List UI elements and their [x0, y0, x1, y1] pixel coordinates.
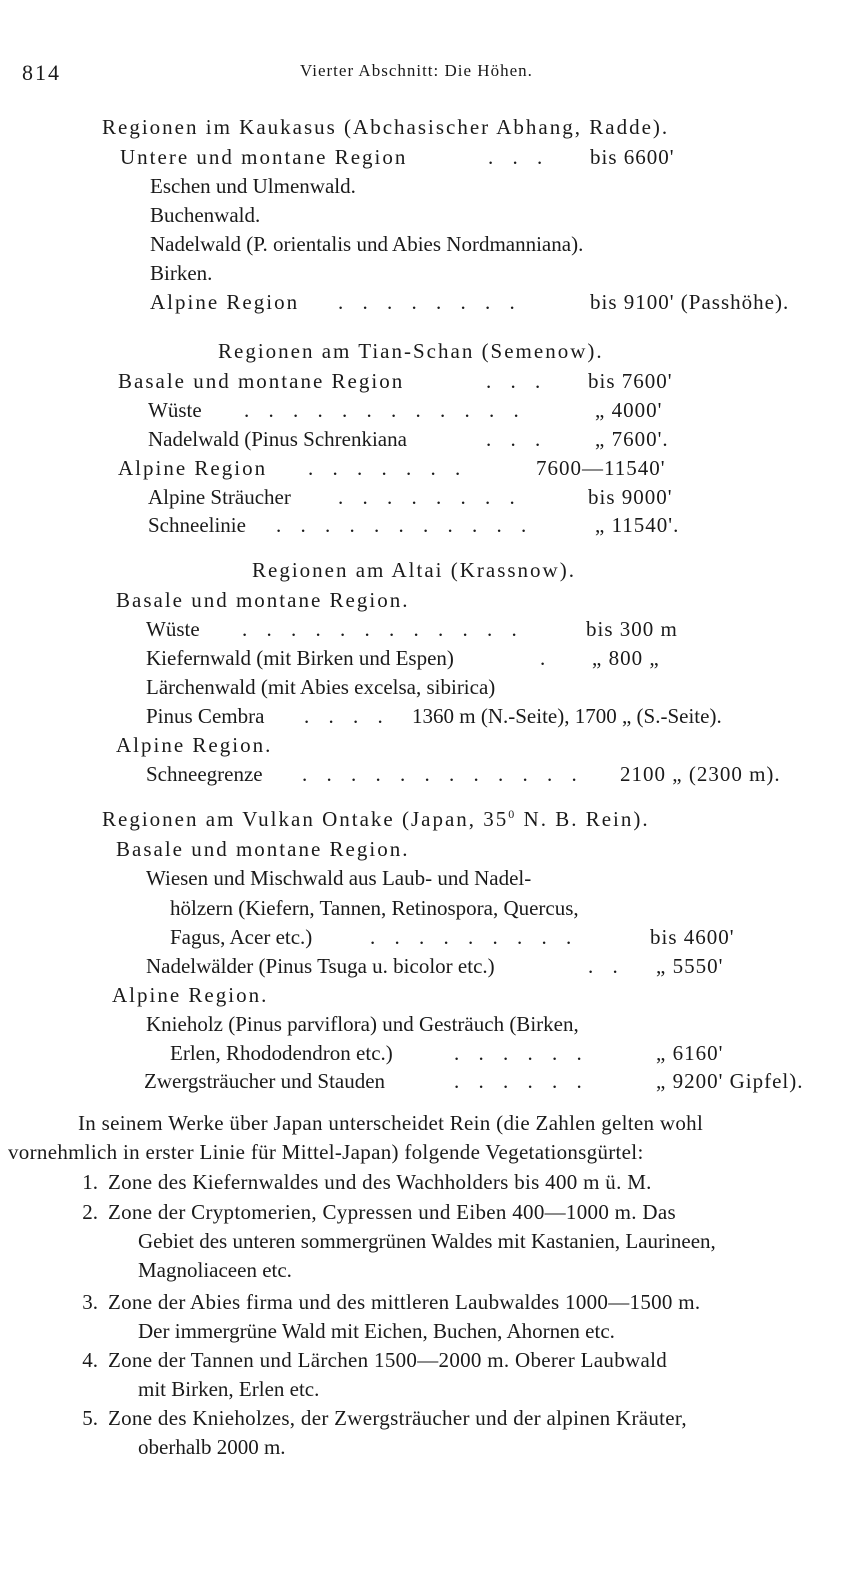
elevation-value: „ 9200' Gipfel).: [656, 1069, 804, 1093]
elevation-value: „ 800 „: [592, 646, 660, 670]
region-item: Nadelwald (Pinus Schrenkiana: [148, 427, 407, 451]
zone-line: mit Birken, Erlen etc.: [138, 1377, 320, 1401]
elevation-value: „ 7600'.: [595, 427, 669, 451]
region-item: Zwergsträucher und Stauden: [144, 1069, 386, 1093]
region-item: Kiefernwald (mit Birken und Espen): [146, 646, 454, 670]
region-label: Alpine Region: [150, 290, 300, 314]
dot-leader: . . . . . . . .: [338, 290, 522, 314]
region-label: Basale und montane Region.: [116, 837, 410, 861]
dot-leader: . . .: [486, 369, 548, 393]
elevation-value: „ 5550': [656, 954, 724, 978]
dot-leader: . . . . . .: [454, 1041, 589, 1065]
section-heading-tianschan: Regionen am Tian-Schan (Semenow).: [218, 339, 604, 363]
elevation-value: 1360 m (N.-Seite), 1700 „ (S.-Seite).: [412, 704, 722, 728]
region-item: Schneegrenze: [146, 762, 263, 786]
section-heading-altai: Regionen am Altai (Krassnow).: [252, 558, 576, 582]
zone-line: Zone des Kiefernwaldes und des Wachholders bis 400 m ü. M.: [108, 1170, 652, 1194]
elevation-value: 2100 „ (2300 m).: [620, 762, 781, 786]
region-label: Alpine Region.: [116, 733, 273, 757]
dot-leader: . . . . . . . .: [338, 485, 522, 509]
region-label: Untere und montane Region: [120, 145, 408, 169]
paragraph-line: vornehmlich in erster Linie für Mittel-Japan) folgende Vegetationsgürtel:: [8, 1140, 644, 1164]
region-label: Alpine Region.: [112, 983, 269, 1007]
region-item: hölzern (Kiefern, Tannen, Retinospora, Quercus,: [170, 896, 579, 920]
heading-text: N. B. Rein).: [516, 807, 650, 831]
heading-text: Regionen am Vulkan Ontake (Japan, 35: [102, 807, 509, 831]
region-label: Alpine Region: [118, 456, 268, 480]
dot-leader: .: [540, 646, 553, 670]
dot-leader: . . . . . . . . .: [370, 925, 579, 949]
region-item: Nadelwälder (Pinus Tsuga u. bicolor etc.): [146, 954, 495, 978]
zone-number: 5.: [82, 1406, 98, 1430]
zone-line: Zone der Cryptomerien, Cypressen und Eiben 400—1000 m. Das: [108, 1200, 676, 1224]
region-item: Wüste: [146, 617, 200, 641]
dot-leader: . . .: [488, 145, 550, 169]
zone-line: Der immergrüne Wald mit Eichen, Buchen, Ahornen etc.: [138, 1319, 615, 1343]
elevation-value: bis 9100' (Passhöhe).: [590, 290, 790, 314]
region-item: Pinus Cembra: [146, 704, 265, 728]
elevation-value: bis 6600': [590, 145, 675, 169]
region-label: Basale und montane Region.: [116, 588, 410, 612]
region-item: Fagus, Acer etc.): [170, 925, 313, 949]
region-item: Lärchenwald (mit Abies excelsa, sibirica): [146, 675, 496, 699]
dot-leader: . . . . . . . . . . . .: [244, 398, 526, 422]
region-item: Erlen, Rhododendron etc.): [170, 1041, 393, 1065]
dot-leader: . .: [588, 954, 625, 978]
dot-leader: . . . . . .: [454, 1069, 589, 1093]
section-heading-ontake: [102, 808, 650, 830]
zone-line: oberhalb 2000 m.: [138, 1435, 286, 1459]
region-item: Schneelinie: [148, 513, 246, 537]
zone-line: Gebiet des unteren sommergrünen Waldes mit Kastanien, Laurineen,: [138, 1229, 716, 1253]
region-item: Nadelwald (P. orientalis und Abies Nordmanniana).: [150, 232, 584, 256]
region-item: Buchenwald.: [150, 203, 261, 227]
region-item: Birken.: [150, 261, 213, 285]
dot-leader: . . . .: [304, 704, 390, 728]
zone-number: 3.: [82, 1290, 98, 1314]
zone-number: 2.: [82, 1200, 98, 1224]
dot-leader: . . . . . . . . . . .: [276, 513, 534, 537]
zone-number: 4.: [82, 1348, 98, 1372]
elevation-value: bis 300 m: [586, 617, 678, 641]
elevation-value: 7600—11540': [536, 456, 666, 480]
zone-number: 1.: [82, 1170, 98, 1194]
zone-line: Zone der Tannen und Lärchen 1500—2000 m. Oberer Laubwald: [108, 1348, 668, 1372]
region-label: Basale und montane Region: [118, 369, 405, 393]
running-title: Vierter Abschnitt: Die Höhen.: [300, 61, 533, 80]
dot-leader: . . . . . . . . . . . .: [242, 617, 524, 641]
elevation-value: „ 6160': [656, 1041, 724, 1065]
zone-line: Zone der Abies firma und des mittleren Laubwaldes 1000—1500 m.: [108, 1290, 701, 1314]
elevation-value: bis 9000': [588, 485, 673, 509]
dot-leader: . . . . . . . . . . . .: [302, 762, 584, 786]
region-item: Knieholz (Pinus parviflora) und Gesträuch (Birken,: [146, 1012, 579, 1036]
paragraph-line: In seinem Werke über Japan unterscheidet Rein (die Zahlen gelten wohl: [78, 1111, 704, 1135]
elevation-value: bis 7600': [588, 369, 673, 393]
dot-leader: . . . . . . .: [308, 456, 468, 480]
elevation-value: „ 4000': [595, 398, 663, 422]
dot-leader: . . .: [486, 427, 548, 451]
degree-mark: 0: [508, 807, 517, 821]
section-heading-kaukasus: Regionen im Kaukasus (Abchasischer Abhang, Radde).: [102, 115, 670, 139]
zone-line: Magnoliaceen etc.: [138, 1258, 292, 1282]
region-item: Alpine Sträucher: [148, 485, 291, 509]
region-item: Wiesen und Mischwald aus Laub- und Nadel-: [146, 866, 532, 890]
zone-line: Zone des Knieholzes, der Zwergsträucher und der alpinen Kräuter,: [108, 1406, 687, 1430]
elevation-value: „ 11540'.: [595, 513, 680, 537]
region-item: Wüste: [148, 398, 202, 422]
page-number: 814: [22, 60, 61, 85]
region-item: Eschen und Ulmenwald.: [150, 174, 356, 198]
elevation-value: bis 4600': [650, 925, 735, 949]
